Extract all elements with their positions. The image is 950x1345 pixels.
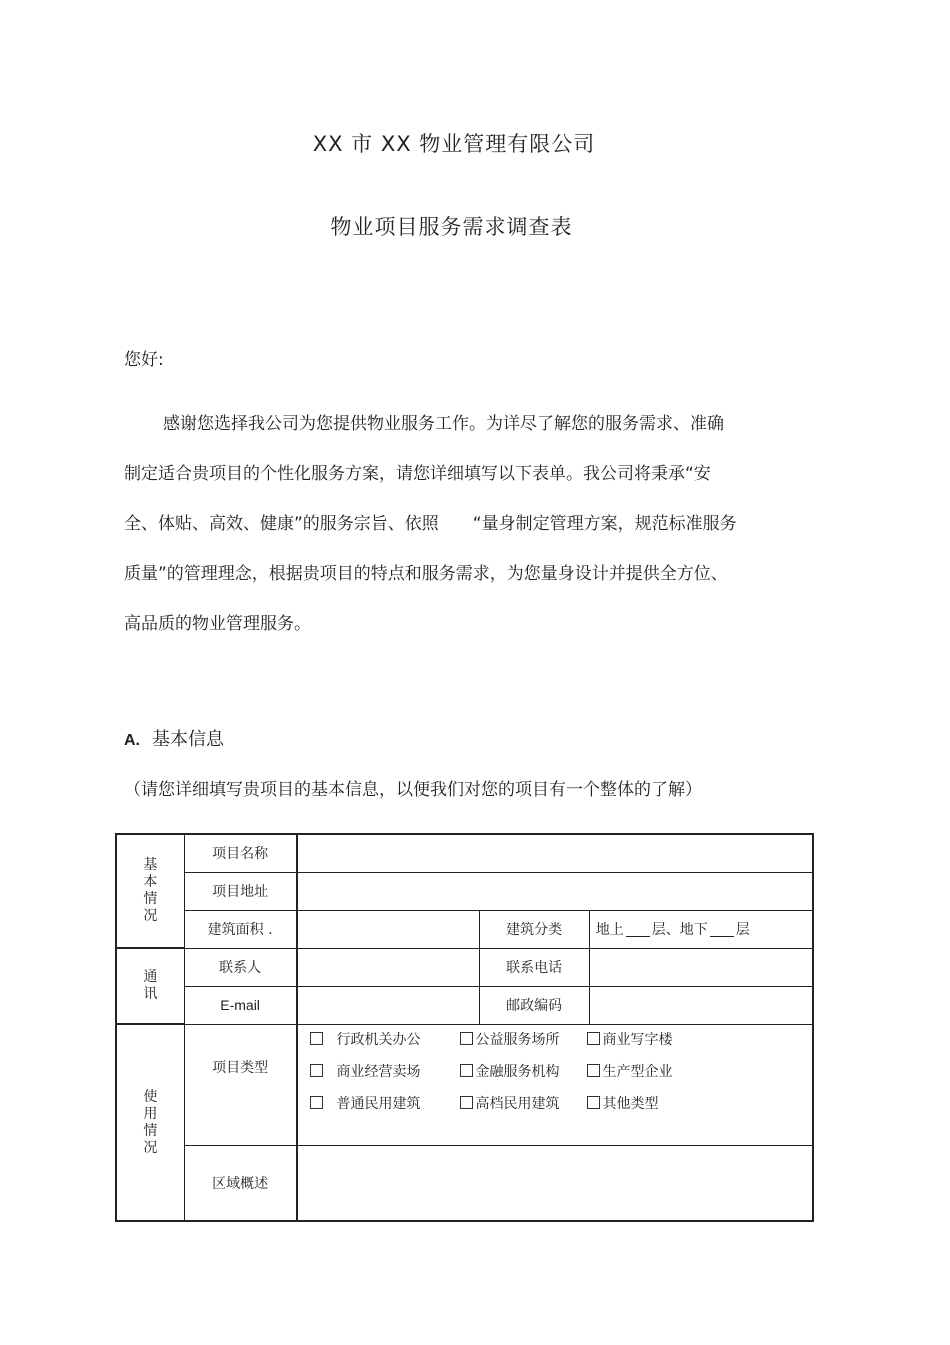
- project-type-options: [297, 1024, 814, 1145]
- group-usage: 使用情况: [116, 1024, 184, 1221]
- label-building-class: 建筑分类: [479, 910, 589, 948]
- label-floors-below: 层: [735, 922, 750, 938]
- checkbox-icon[interactable]: [587, 1064, 600, 1077]
- intro-line-3: 全、体贴、高效、健康”的服务宗旨、依照 “量身制定管理方案，规范标准服务: [124, 514, 737, 534]
- floors-below-blank[interactable]: [710, 922, 734, 937]
- building-class-field[interactable]: [589, 910, 813, 948]
- project-type-option[interactable]: 商业写字楼: [587, 1029, 697, 1049]
- project-type-option[interactable]: 高档民用建筑: [460, 1093, 587, 1113]
- form-row-contact: [116, 948, 813, 986]
- section-a-letter: A.: [124, 732, 140, 749]
- label-postcode: 邮政编码: [479, 986, 589, 1024]
- basic-info-form: [115, 833, 814, 1222]
- floors-above-blank[interactable]: [626, 922, 650, 937]
- group-basic: 基本情况: [116, 834, 184, 948]
- form-row-project-name: [116, 834, 813, 872]
- form-row-email: [116, 986, 813, 1024]
- contact-phone-field[interactable]: [589, 948, 813, 986]
- form-row-building: [116, 910, 813, 948]
- project-address-field[interactable]: [297, 872, 814, 910]
- project-type-option[interactable]: 生产型企业: [587, 1061, 697, 1081]
- project-type-option[interactable]: 商业经营卖场: [310, 1061, 460, 1081]
- project-type-option[interactable]: 行政机关办公: [310, 1029, 460, 1049]
- label-contact-phone: 联系电话: [479, 948, 589, 986]
- checkbox-icon[interactable]: [460, 1096, 473, 1109]
- greeting: 您好:: [124, 350, 164, 370]
- project-name-field[interactable]: [297, 834, 814, 872]
- label-project-type: 项目类型: [184, 1024, 296, 1145]
- checkbox-icon[interactable]: [310, 1096, 323, 1109]
- label-area-overview: 区域概述: [184, 1145, 296, 1221]
- label-project-address: 项目地址: [184, 872, 296, 910]
- checkbox-icon[interactable]: [587, 1096, 600, 1109]
- label-contact-person: 联系人: [184, 948, 296, 986]
- form-row-project-type: [116, 1024, 813, 1145]
- label-email: E-mail: [184, 986, 296, 1024]
- label-project-name: 项目名称: [184, 834, 296, 872]
- checkbox-icon[interactable]: [587, 1032, 600, 1045]
- project-type-option[interactable]: 普通民用建筑: [310, 1093, 460, 1113]
- email-field[interactable]: [297, 986, 480, 1024]
- section-a-note: （请您详细填写贵项目的基本信息，以便我们对您的项目有一个整体的了解）: [124, 780, 702, 800]
- area-overview-field[interactable]: [297, 1145, 814, 1221]
- building-area-field[interactable]: [297, 910, 480, 948]
- checkbox-icon[interactable]: [460, 1032, 473, 1045]
- intro-line-1: 感谢您选择我公司为您提供物业服务工作。为详尽了解您的服务需求、准确: [163, 414, 724, 434]
- project-type-option[interactable]: 其他类型: [587, 1093, 697, 1113]
- intro-line-5: 高品质的物业管理服务。: [124, 614, 311, 634]
- checkbox-icon[interactable]: [460, 1064, 473, 1077]
- intro-line-2: 制定适合贵项目的个性化服务方案，请您详细填写以下表单。我公司将秉承“安: [124, 464, 711, 484]
- label-floors-above: 地上: [595, 922, 624, 938]
- section-a-heading: [124, 725, 224, 751]
- label-floors-mid: 层、地下: [651, 922, 708, 938]
- project-type-option[interactable]: 公益服务场所: [460, 1029, 587, 1049]
- company-title: XX 市 XX 物业管理有限公司: [312, 132, 596, 156]
- checkbox-icon[interactable]: [310, 1064, 323, 1077]
- form-row-area-overview: [116, 1145, 813, 1221]
- group-contact: 通讯: [116, 948, 184, 1024]
- intro-line-4: 质量”的管理理念，根据贵项目的特点和服务需求，为您量身设计并提供全方位、: [124, 564, 728, 584]
- label-building-area: 建筑面积 .: [184, 910, 296, 948]
- checkbox-icon[interactable]: [310, 1032, 323, 1045]
- section-a-title: 基本信息: [152, 729, 224, 750]
- postcode-field[interactable]: [589, 986, 813, 1024]
- form-row-project-address: [116, 872, 813, 910]
- document-title: 物业项目服务需求调查表: [330, 215, 573, 239]
- contact-person-field[interactable]: [297, 948, 480, 986]
- project-type-option[interactable]: 金融服务机构: [460, 1061, 587, 1081]
